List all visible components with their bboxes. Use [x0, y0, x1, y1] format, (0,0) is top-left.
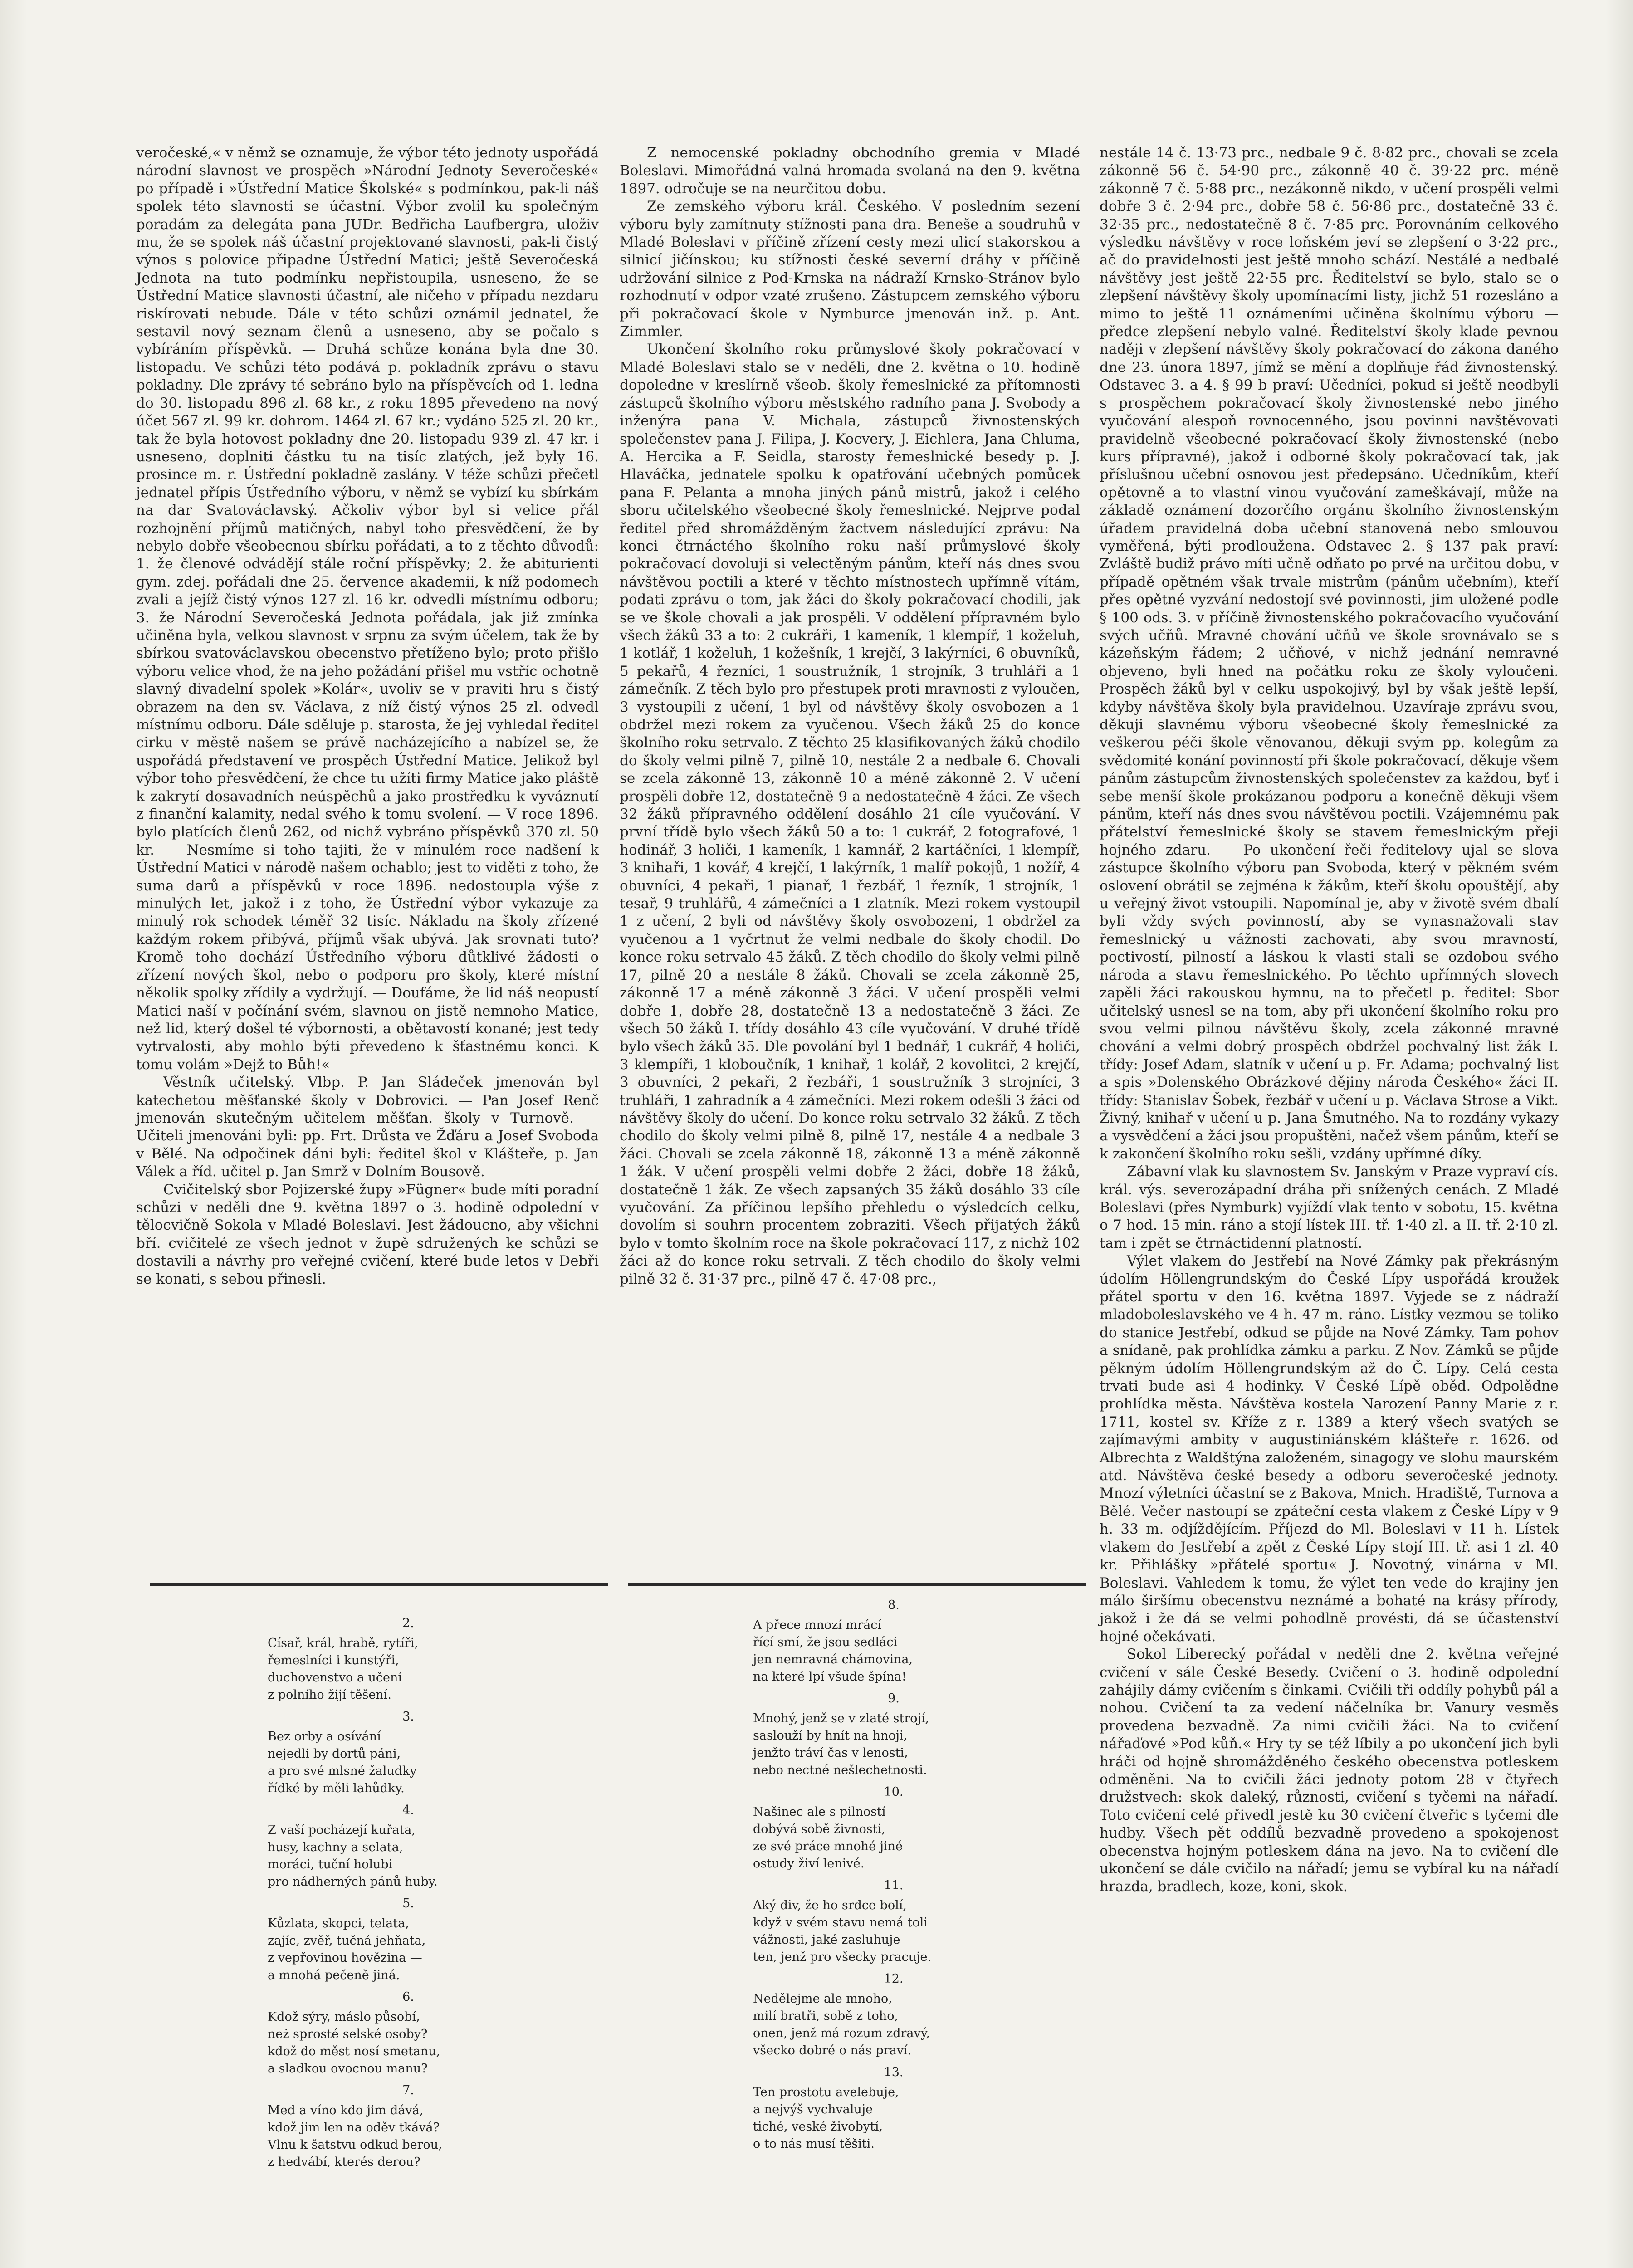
stanza [753, 1597, 1034, 1686]
article-school-continued: nestále 14 č. 13·73 prc., nedbale 9 č. 8·82 prc., chovali se zcela zákonně 56 č. 54·90 prc., zákonně 40 č. 39·22 prc. méně zákonně 7 č. 5·88 prc., nezákonně nikdo, v učení prospěli velmi dobře 3 č. 2·94 prc., dobře 58 č. 56·86 prc., dostatečně 33 č. 32·35 prc., nedostatečně 8 č. 7·85 prc. Porovnáním celkového výsledku návštěvy v roce loňském jeví se zlepšení o 3·22 prc., ač do pravidelnosti jest ještě mnoho schází. Nestálé a nedbalé návštěvy jest ještě 22·55 prc. Ředitelství se bylo, stalo se o zlepšení návštěvy školy upomínacími listy, jichž 51 rozesláno a mimo to ještě 11 oznámeními učiněna školnímu výboru — předce zlepšení nebylo valné. Ředitelství školy klade pevnou naději v zlepšení návštěvy školy pokračovací do zákona daného dne 23. února 1897, jímž se mění a doplňuje řád živnostenský. Odstavec 3. a 4. § 99 b praví: Učedníci, pokud si ještě neodbyli s prospěchem pokračovací školy živnostenské nebo jiného vyučování alespoň rovnocenného, jsou povinni navštěvovati pravidelně všeobecné pokračovací školy živnostenské (nebo kurs přípravné), jakož i odborné školy pokračovací tak, jak příslušnou učební osnovou jest předepsáno. Učedníkům, kteří opětovně a to vlastní vinou vyučování zameškávají, může na základě oznámení dozorčího orgánu školního živnostenským úřadem pravidelná doba učební stanovená nebo smlouvou vyměřená, býti prodloužena. Odstavec 2. § 137 pak praví: Zvláště budiž právo míti učně odňato po prvé na určitou dobu, v případě opětném však trvale mistrům (pánům učebním), kteří přes opětné vyzvání nedostojí své povinnosti, jim uložené podle § 100 ods. 3. v příčině živnostenského pokračovacího vyučování svých učňů. Mravné chování učňů ve škole srovnávalo se s kázeňským řádem; 2 učňové, v nichž jednání nemravné objeveno, byli hned na počátku roku ze školy vyloučeni. Prospěch žáků byl v celku uspokojivý, byl by však ještě lepší, kdyby návštěva školy byla pravidelnou. Uzavíraje zprávu svou, děkuji slavnému výboru všeobecné školy řemeslnické za veškerou péči škole věnovanou, děkuji svým pp. kolegům za svědomité konání povinností při škole pokračovací, děkuje všem pánům zástupcům živnostenských společenstev za každou, byť i sebe menší škole prokázanou podporu a konečně děkuji všem pánům, kteří nás dnes svou návštěvou poctili. Vzájemnému pak přátelství řemeslnické školy se stavem řemeslnickým přeji hojného zdaru. — Po ukončení řeči ředitelovy ujal se slova zástupce školního výboru pan Svoboda, který v pěkném svém oslovení obrátil se zejména k žákům, kteří školu opouštějí, aby u veřejný život vstoupili. Napomínal je, aby v životě svém dbalí byli vždy svých povinností, aby se vynasnažovali stav řemeslnický u vážnosti zachovati, aby svou mravností, poctivostí, pilností a láskou k vlasti stali se ozdobou svého národa a stavu řemeslnického. Po těchto upřímných slovech zapěli žáci rakouskou hymnu, na to přečetl p. ředitel: Sbor učitelský usnesl se na tom, aby při ukončení školního roku pro svou velmi pilnou návštěvu školy, zcela zákonné mravné chování a velmi dobrý prospěch obdržel pochvalný list žák I. třídy: Josef Adam, slatník v učení u p. Fr. Adama; pochvalný list a spis »Dolenského Obrázkové dějiny národa Českého« žáci II. třídy: Stanislav Šobek, řezbář v učení u p. Václava Strose a Vikt. Živný, knihař v učení u p. Jana Šmutného. Na to rozdány vykazy a vysvědčení a žáci jsou propuštěni, načež všem pánům, kteří se k zakončení školního roku sešli, vzdány upřímné díky. [1100, 145, 1559, 1162]
stanza [753, 1690, 1034, 1779]
stanza [753, 1877, 1034, 1966]
article-excursion-train: Zábavní vlak ku slavnostem Sv. Janským v Praze vypraví cís. král. výs. severozápadní dráha při snížených cenách. Z Mladé Boleslavi (přes Nymburk) vyjíždí vlak tento v sobotu, 15. května o 7 hod. 15 min. ráno a stojí lístek III. tř. 1·40 zl. a II. tř. 2·10 zl. tam i zpět se čtrnáctidenní platností. [1100, 1163, 1559, 1251]
article-teacher-news: Věstník učitelský. Vlbp. P. Jan Sládeček jmenován byl katechetou měšťanské školy v Dobrovici. — Pan Josef Renč jmenován skutečným učitelem měšťan. školy v Turnově. — Učiteli jmenováni byli: pp. Frt. Drůsta ve Žďáru a Josef Svoboda v Bělé. Na odpočinek dáni byli: ředitel škol v Klášteře, p. Jan Válek a říd. učitel p. Jan Smrž v Dolním Bousově. [136, 1074, 599, 1180]
article-provincial-committee: Ze zemského výboru král. Českého. V posledním sezení výboru byly zamítnuty stížnosti pana dra. Beneše a soudruhů v Mladé Boleslavi v příčině zřízení cesty mezi ulicí stakorskou a silnicí jičínskou; ku stížnosti české severní dráhy v příčině udržování silnice z Pod-Krnska na nádraží Krnsko-Stránov bylo rozhodnutí v odpor vzaté zrušeno. Zástupcem zemského výboru při pokračovací škole v Nymburce jmenován inž. p. Ant. Zimmler. [620, 198, 1080, 340]
stanza-number: 13. [884, 2065, 904, 2079]
stanza-number: 3. [402, 1710, 414, 1724]
stanza [268, 1708, 549, 1797]
stanza-text: Nedělejme ale mnoho, milí bratři, sobě z toho, onen, jenž má rozum zdravý, všecko dobré o nás praví. [753, 1992, 930, 2058]
stanza-number: 4. [402, 1803, 414, 1817]
article-trip-jestrebi: Výlet vlakem do Jestřebí na Nové Zámky pak překrásným údolím Höllengrundským do České Lípy uspořádá kroužek přátel sportu v den 16. května 1897. Vyjede se z nádraží mladoboleslavského ve 4 h. 47 m. ráno. Lístky vezmou se toliko do stanice Jestřebí, odkud se půjde na Nové Zámky. Tam pohov a snídaně, pak prohlídka zámku a parku. Z Nov. Zámků se půjde pěkným údolím Höllengrundským až do Č. Lípy. Celá cesta trvati bude asi 4 hodinky. V České Lípě oběd. Odpolědne prohlídka města. Návštěva kostela Narození Panny Marie z r. 1711, kostel sv. Kříže z r. 1389 a který všech svatých se zajímavými ambity v augustiniánském klášteře r. 1626. od Albrechta z Waldštýna založeném, sinagogy ve slohu maurském atd. Návštěva české besedy a odboru severočeské jednoty. Mnozí výletníci účastní se z Bakova, Mnich. Hradiště, Turnova a Bělé. Večer nastoupí se zpáteční cesta vlakem z České Lípy v 9 h. 33 m. odjíždějícím. Příjezd do Ml. Boleslavi v 11 h. Lístek vlakem do Jestřebí a zpět z České Lípy stojí III. tř. asi 1 zl. 40 kr. Přihlášky »přátelé sportu« J. Novotný, vinárna v Ml. Boleslavi. Vahledem k tomu, že výlet ten vede do krajiny jen málo širšímu obecenstvu neznámé a bohaté na krásy přírody, jakož i že dá se velmi pohodlně provésti, dá se účastenství hojné očekávati. [1100, 1253, 1559, 1645]
stanza [268, 1989, 549, 2077]
stanza-text: Bez orby a osívání nejedli by dortů páni, a pro své mlsné žaludky řídké by měli lahůdky. [268, 1730, 417, 1795]
stanza [753, 2064, 1034, 2153]
article-sokol-trainers: Cvičitelský sbor Pojizerské župy »Fügner« bude míti poradní schůzi v neděli dne 9. května 1897 o 3. hodině odpolední v tělocvičně Sokola v Mladé Boleslavi. Jest žádoucno, aby všichni bří. cvičitelé ze všech jednot v župě sdružených ke schůzi se dostavili a návrhy pro veřejné cvičení, které bude letos v Debři se konati, s sebou přinesli. [136, 1181, 599, 1287]
article-sokol-liberec: Sokol Liberecký pořádal v neděli dne 2. května veřejné cvičení v sále České Besedy. Cvičení o 3. hodině odpolední zahájily dámy cvičením s činkami. Cvičili tři oddíly pohybů pál a nohou. Cvičení ta za vedení náčelníka br. Vanury vesměs provedena bezvadně. Za nimi cvičili žáci. Na to cvičení nářaďové »Pod kůň.« Hry ty se též líbily a po ukončení jich byli hráči od hojně shromážděného českého obecenstva potleskem odměněni. Na to cvičili žáci jednoty potom 28 v čtyřech družstvech: skok daleký, různosti, cvičení s tyčemi na nářadí. Toto cvičení celé přivedl jestě ku 30 cvičení čtveřic s tyčemi dle hudby. Všech pět oddílů bezvadně provedeno a spokojenost obecenstva hojným potleskem dána na jevo. Na to cvičení dle ukončení se dále cvičilo na nářadí; jemu se vybíral ku na nářadí hrazda, bradlech, koze, koni, skok. [1100, 1646, 1559, 1895]
stanza-number: 8. [888, 1598, 900, 1612]
stanza [753, 1970, 1034, 2059]
stanza-number: 10. [884, 1785, 904, 1799]
stanza-text: Mnohý, jenž se v zlaté strojí, saslouží by hnít na hnoji, jenžto tráví čas v lenosti, nebo nectné nešlechetnosti. [753, 1711, 929, 1777]
stanza [268, 1615, 549, 1704]
stanza-text: Aký div, že ho srdce bolí, když v svém stavu nemá toli vážnosti, jaké zasluhuje ten, jenž pro všecky pracuje. [753, 1898, 932, 1964]
stanza-text: Našinec ale s pilností dobývá sobě živnosti, ze své práce mnohé jiné ostudy živí lenivé. [753, 1805, 903, 1871]
stanza [268, 1802, 549, 1891]
stanza-text: Z vaší pocházejí kuřata, husy, kachny a selata, moráci, tuční holubi pro nádherných pánů huby. [268, 1823, 438, 1889]
article-sick-fund: Z nemocenské pokladny obchodního gremia v Mladé Boleslavi. Mimořádná valná hromada svolaná na den 9. května 1897. odročuje se na neurčitou dobu. [620, 145, 1080, 197]
column-left [136, 144, 599, 1288]
stanza-text: A přece mnozí mrácí řící smí, že jsou sedláci jen nemravná chámovina, na které lpí všude špína! [753, 1618, 913, 1684]
stanza-text: Kdož sýry, máslo působí, neż sprosté selské osoby? kdož do měst nosí smetanu, a sladkou ovocnou manu? [268, 2010, 440, 2076]
article-school-year-end: Ukončení školního roku průmyslové školy pokračovací v Mladé Boleslavi stalo se v neděli, dne 2. května o 10. hodině dopoledne v kreslírně všeob. školy řemeslnické za přítomnosti zástupců školního výboru městského radního pana J. Svobody a inženýra pana V. Michala, zástupců živnostenských společenstev pana J. Filipa, J. Kocvery, J. Eichlera, Jana Chluma, A. Hercika a F. Seidla, starosty řemeslnické besedy p. J. Hlaváčka, jednatele spolku k opatřování učebných pomůcek pana F. Pelanta a mnoha jiných pánů mistrů, jakož i celého sboru učitelského všeobecné školy řemeslnické. Nejprve podal ředitel před shromážděným žactvem následující zprávu: Na konci čtrnáctého školního roku naší průmyslové školy pokračovací dovoluji si velectěným pánům, kteří nás dnes svou návštěvou poctili a které v těchto místnostech upřímně vítám, podati zprávu o tom, jak žáci do školy pokračovací chodili, jak se ve škole chovali a jak prospěli. V oddělení přípravném bylo všech žáků 33 a to: 2 cukráři, 1 kameník, 1 klempíř, 1 koželuh, 1 kotlář, 1 koželuh, 1 kožešník, 1 krejčí, 3 lakýrníci, 6 obuvníků, 5 pekařů, 4 řezníci, 1 soustružník, 1 strojník, 3 truhláři a 1 zámečník. Z těch bylo pro přestupek proti mravnosti z vyloučen, 3 vystoupili z učení, 1 byl od návštěvy školy osvobozen a 1 obdržel mezi rokem za vyučenou. Všech žáků 25 do konce školního roku setrvalo. Z těchto 25 klasifikovaných žáků chodilo do školy velmi pilně 7, pilně 10, nestále 2 a nedbale 6. Chovali se zcela zákonně 13, zákonně 10 a méně zákonně 2. V učení prospěli dobře 12, dostatečně 9 a nedostatečně 4 žáci. Ze všech 32 žáků přípravného oddělení dosáhlo 21 cíle vyučování. V první třídě bylo všech žáků 50 a to: 1 cukrář, 2 fotografové, 1 hodinář, 3 holiči, 1 kameník, 1 kamnář, 2 kartáčníci, 1 klempíř, 3 knihaři, 1 kovář, 4 krejčí, 1 lakýrník, 1 malíř pokojů, 1 nožíř, 4 obuvníci, 4 pekaři, 1 pianař, 1 řezbář, 1 řezník, 1 strojník, 1 tesař, 9 truhlářů, 4 zámečníci a 1 zlatník. Mezi rokem vystoupil 1 z učení, 2 byli od návštěvy školy osvobozeni, 1 obdržel za vyučenou a 1 vyčrtnut že velmi nedbale do školy chodil. Do konce roku setrvalo 45 žáků. Z těch chodilo do školy velmi pilně 17, pilně 20 a nestále 8 žáků. Chovali se zcela zákonně 25, zákonně 17 a méně zákonně 3 žáci. V učení prospěli velmi dobře 1, dobře 28, dostatečně 13 a nedostatečně 3 žáci. Ze všech 50 žáků I. třídy dosáhlo 43 cíle vyučování. V druhé třídě bylo všech žáků 35. Dle povolání byl 1 bednář, 1 cukrář, 4 holiči, 3 klempíři, 1 kloboučník, 1 knihař, 1 kolář, 2 kovolitci, 2 krejčí, 3 obuvníci, 2 pekaři, 2 řezbáři, 1 soustružník 3 strojníci, 3 truhláři, 1 zahradník a 4 zámečníci. Mezi rokem odešli 3 žáci od návštěvy školy do učení. Do konce roku setrvalo 32 žáků. Z těch chodilo do školy velmi pilně 8, pilně 17, nestále 4 a nedbale 3 žáci. Chovali se zcela zákonně 18, zákonně 13 a méně zákonně 1 žák. V učení prospěli velmi dobře 2 žáci, dobře 18 žáků, dostatečně 1 žák. Ze všech zapsaných 35 žáků dosáhlo 33 cíle vyučování. Za příčinou lepšího přehledu o výsledcích celku, dovolím si souhrn procentem zobraziti. Všech přijatých žáků bylo v tomto školním roce na škole pokračovací 117, z nichž 102 žáci až do konce roku setrvali. Z těch chodilo do školy velmi pilně 32 č. 31·37 prc., pilně 47 č. 47·08 prc., [620, 341, 1080, 1287]
stanza-number: 9. [888, 1691, 900, 1706]
stanza-text: Císař, král, hrabě, rytíři, řemeslníci i kunstýři, duchovenstvo a učení z polního žijí těšení. [268, 1636, 419, 1702]
column-middle [620, 144, 1080, 1288]
section-divider-middle [628, 1583, 1086, 1586]
article-text: veročeské,« v němž se oznamuje, že výbor této jednoty uspořádá národní slavnost ve prospěch »Národní Jednoty Severočeské« po případě i »Ústřední Matice Školské« s podmínkou, pak-li náš spolek této slavnosti se účastní. Výbor zvolil ku společným poradám za delegáta pana JUDr. Bedřicha Laufbergra, uloživ mu, že se spolek náš účastní projektované slavnosti, pak-li čistý výnos s polovice připadne Ústřední Matici; ještě Severočeská Jednota na tuto podmínku nepřistoupila, usneseno, že se Ústřední Matice slavnosti účastní, ale ničeho v případu nezdaru riskírovati nebude. Dále v této schůzi oznámil jednatel, že sestavil nový seznam členů a usneseno, aby se počalo s vybíráním příspěvků. — Druhá schůze konána byla dne 30. listopadu. Ve schůzi této podává p. pokladník zprávu o stavu pokladny. Dle zprávy té sebráno bylo na příspěvcích od 1. ledna do 30. listopadu 896 zl. 68 kr., z roku 1895 převedeno na nový účet 567 zl. 99 kr. dohrom. 1464 zl. 67 kr.; vydáno 525 zl. 20 kr., tak že byla hotovost pokladny dne 20. listopadu 939 zl. 47 kr. i usneseno, doplniti částku tu na tisíc zlatých, jež byly 16. prosince m. r. Ústřední pokladně zaslány. V téže schůzi přečetl jednatel přípis Ústředního výboru, v němž se vybízí ku sbírkám na dar Svatováclavský. Ačkoliv výbor byl si velice přál rozhojnění příjmů matičných, nabyl toho přesvědčení, že by nebylo dobře všeobecnou sbírku pořádati, a to z těchto důvodů: 1. že členové odvádějí stále roční příspěvky; 2. že abiturienti gym. zdej. pořádali dne 25. července akademii, k níž podomech zvali a jejíž čistý výnos 127 zl. 16 kr. odvedli místnímu odboru; 3. že Národní Severočeská Jednota pořádala, jak již zmínka učiněna byla, velkou slavnost v srpnu za svým účelem, tak že by sbírkou svatováclavskou obecenstvo přetíženo bylo; proto přišlo výboru velice vhod, že na jeho požádání přišel mu vstříc ochotně slavný divadelní spolek »Kolár«, uvoliv se v praviti hru s čistý obrazem na den sv. Václava, z níž čistý výnos 25 zl. odvedl místnímu odboru. Dále sděluje p. starosta, že jej vyhledal ředitel cirku v městě našem se právě nacházejícího a nabízel se, že uspořádá představení ve prospěch Ústřední Matice. Jelikož byl výbor toho přesvědčení, že chce tu užíti firmy Matice jako pláště k zakrytí dosavadních neúspěchů a jako prostředku k vyváznutí z finanční kalamity, nedal svého k tomu svolení. — V roce 1896. bylo platících členů 262, od nichž vybráno příspěvků 370 zl. 50 kr. — Nesmíme si toho tajiti, že v minulém roce nadšení k Ústřední Matici v národě našem ochablo; jest to viděti z toho, že suma darů a příspěvků v roce 1896. nedostoupla výše z minulých let, jakož i z toho, že Ústřední výbor vykazuje za minulý rok schodek téměř 32 tisíc. Nákladu na školy zřízené každým rokem přibývá, příjmů však ubývá. Jak srovnati tuto? Kromě toho dochází Ústředního výboru důtklivé žádosti o zřízení nových škol, nebo o podporu pro školy, které místní několik spolky zřídily a vydržují. — Doufáme, že lid náš neopustí Matici naší v počínání svém, slavnou on jistě nemnoho Matice, než lid, který došel té výbornosti, a obětavostí konané; jest tedy vytrvalosti, aby mohlo býti převedeno k šťastnému konci. K tomu volám »Dejž to Bůh!« [136, 145, 599, 1073]
column-right [1100, 144, 1559, 1896]
stanza-number: 12. [884, 1972, 904, 1986]
stanza [268, 1895, 549, 1984]
stanza-number: 6. [402, 1990, 414, 2004]
stanza-number: 2. [402, 1616, 414, 1630]
stanza-text: Med a víno kdo jim dává, kdož jim len na oděv tkává? Vlnu k šatstvu odkud berou, z hedvábí, kterés derou? [268, 2103, 442, 2169]
stanza-text: Kůzlata, skopci, telata, zajíc, zvěř, tučná jehňata, z vepřovinou hovězina — a mnohá pečeně jiná. [268, 1916, 426, 1982]
stanza [268, 2082, 549, 2171]
stanza-number: 11. [884, 1878, 904, 1892]
stanza-text: Ten prostotu avelebuje, a nejvýš vychvaluje tiché, veské živobytí, o to nás musí těšiti. [753, 2085, 899, 2151]
stanza [753, 1784, 1034, 1872]
poem-right [753, 1592, 1034, 2153]
stanza-number: 7. [402, 2083, 414, 2097]
section-divider-left [150, 1583, 608, 1586]
poem-left [268, 1610, 549, 2171]
stanza-number: 5. [402, 1897, 414, 1911]
